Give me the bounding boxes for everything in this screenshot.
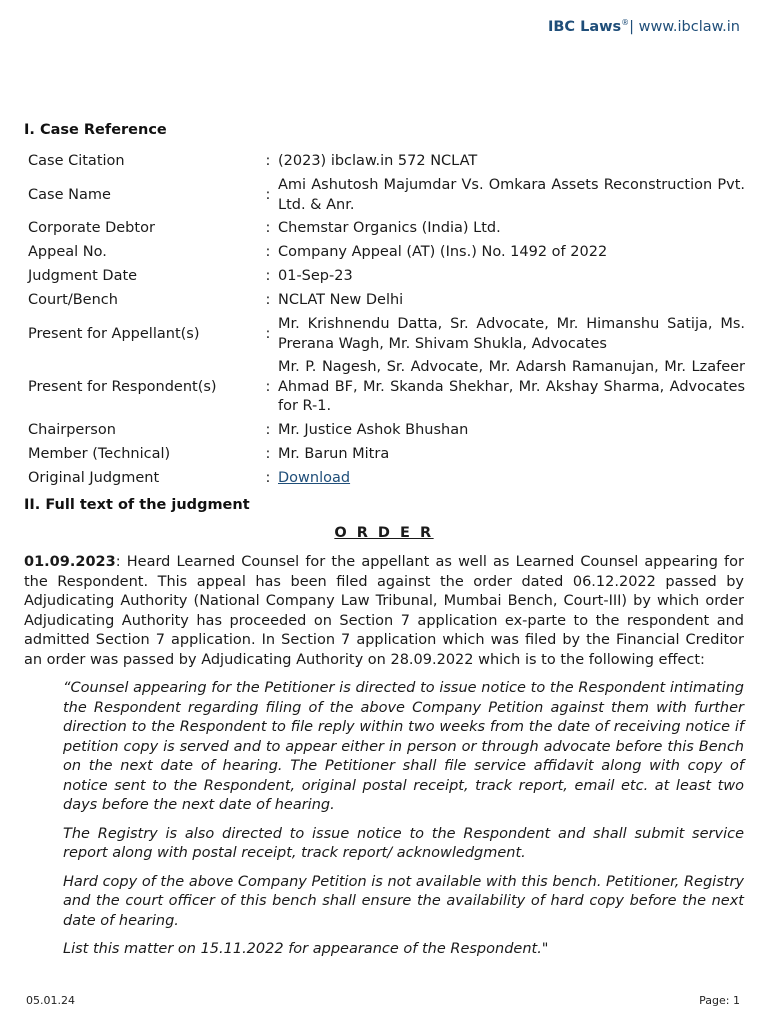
chairperson-value: Mr. Justice Ashok Bhushan <box>278 421 469 438</box>
member-technical-row <box>24 443 745 467</box>
corporate-debtor-row <box>24 217 745 241</box>
case-reference-table <box>24 150 745 491</box>
court-bench-value: NCLAT New Delhi <box>278 292 404 309</box>
member-technical-label: Member (Technical) <box>28 445 171 462</box>
header-separator: | <box>629 18 639 35</box>
court-bench-row <box>24 289 745 313</box>
order-title: O R D E R <box>334 525 434 541</box>
member-technical-value: Mr. Barun Mitra <box>278 445 390 462</box>
court-bench-label: Court/Bench <box>28 292 118 309</box>
appeal-no-row <box>24 241 745 265</box>
colon: : <box>265 244 271 261</box>
chairperson-label: Chairperson <box>28 421 116 438</box>
case-name-label: Case Name <box>28 186 111 203</box>
website-link[interactable]: www.ibclaw.in <box>638 18 740 35</box>
judgment-date-row <box>24 265 745 289</box>
corporate-debtor-value: Chemstar Organics (India) Ltd. <box>278 220 501 237</box>
quote-paragraph: “Counsel appearing for the Petitioner is directed to issue notice to the Respondent intimating the Respondent regarding filing of the above Company Petition against them with further direction to the Respondent to file reply within two weeks from the date of receiving notice if petition copy is served and to appear either in person or through advocate before this Bench on the next date of hearing. The Petitioner shall file service affidavit along with copy of notice sent to the Respondent, original postal receipt, track report, email etc. at least two days before the next date of hearing. <box>63 680 744 813</box>
colon: : <box>265 268 271 285</box>
case-name-value: Ami Ashutosh Majumdar Vs. Omkara Assets Reconstruction Pvt. Ltd. & Anr. <box>278 177 745 213</box>
colon: : <box>265 325 271 342</box>
colon: : <box>265 421 271 438</box>
case-citation-label: Case Citation <box>28 153 125 170</box>
appellant-counsel-value: Mr. Krishnendu Datta, Sr. Advocate, Mr. Himanshu Satija, Ms. Prerana Wagh, Mr. Shivam Shukla, Advocates <box>278 316 745 352</box>
download-link[interactable]: Download <box>278 469 351 486</box>
colon: : <box>265 292 271 309</box>
appellant-counsel-label: Present for Appellant(s) <box>28 325 200 342</box>
order-paragraph-text: : Heard Learned Counsel for the appellant as well as Learned Counsel appearing for the Respondent. This appeal has been filed against the order dated 06.12.2022 passed by Adjudicating Authority (National Company Law Tribunal, Mumbai Bench, Court-III) by which order Adjudicating Authority has proceeded on Section 7 application ex-parte to the respondent and admitted Section 7 application. In Section 7 application which was filed by the Financial Creditor an order was passed by Adjudicating Authority on 28.09.2022 which is to the following effect: <box>24 554 744 668</box>
section-heading-case-reference: I. Case Reference <box>24 122 167 138</box>
quote-paragraph: List this matter on 15.11.2022 for appearance of the Respondent." <box>63 941 549 957</box>
colon: : <box>265 220 271 237</box>
judgment-date-label: Judgment Date <box>28 268 138 285</box>
original-judgment-row <box>24 467 745 491</box>
brand-name: IBC Laws <box>547 18 622 35</box>
quoted-order <box>63 679 744 969</box>
case-name-row <box>24 174 745 217</box>
quote-paragraph: Hard copy of the above Company Petition is not available with this bench. Petitioner, Registry and the court officer of this bench shall ensure the availability of hard copy before the next date of hearing. <box>63 873 744 929</box>
colon: : <box>265 469 271 486</box>
judgment-date-value: 01-Sep-23 <box>278 268 353 285</box>
header <box>548 18 740 35</box>
colon: : <box>265 153 271 170</box>
respondent-counsel-row <box>24 356 745 419</box>
respondent-counsel-label: Present for Respondent(s) <box>28 378 217 395</box>
order-paragraph <box>24 553 744 670</box>
colon: : <box>265 378 271 395</box>
colon: : <box>265 445 271 462</box>
quote-paragraph: The Registry is also directed to issue notice to the Respondent and shall submit service report along with postal receipt, track report/ acknowledgment. <box>63 825 744 861</box>
registered-mark: ® <box>621 18 630 27</box>
corporate-debtor-label: Corporate Debtor <box>28 220 155 237</box>
original-judgment-label: Original Judgment <box>28 469 160 486</box>
appellant-counsel-row <box>24 313 745 356</box>
appeal-no-value: Company Appeal (AT) (Ins.) No. 1492 of 2022 <box>278 244 608 261</box>
case-citation-row <box>24 150 745 174</box>
respondent-counsel-value: Mr. P. Nagesh, Sr. Advocate, Mr. Adarsh Ramanujan, Mr. Lzafeer Ahmad BF, Mr. Skanda Shekhar, Mr. Akshay Sharma, Advocates for R-1. <box>278 359 745 414</box>
order-date: 01.09.2023 <box>24 554 116 570</box>
footer-date: 05.01.24 <box>26 994 75 1007</box>
appeal-no-label: Appeal No. <box>28 244 107 261</box>
case-citation-value: (2023) ibclaw.in 572 NCLAT <box>278 153 478 170</box>
section-heading-full-text: II. Full text of the judgment <box>24 497 250 513</box>
chairperson-row <box>24 419 745 443</box>
original-judgment-value <box>274 467 745 491</box>
colon: : <box>265 186 271 203</box>
page-number: Page: 1 <box>699 994 740 1007</box>
